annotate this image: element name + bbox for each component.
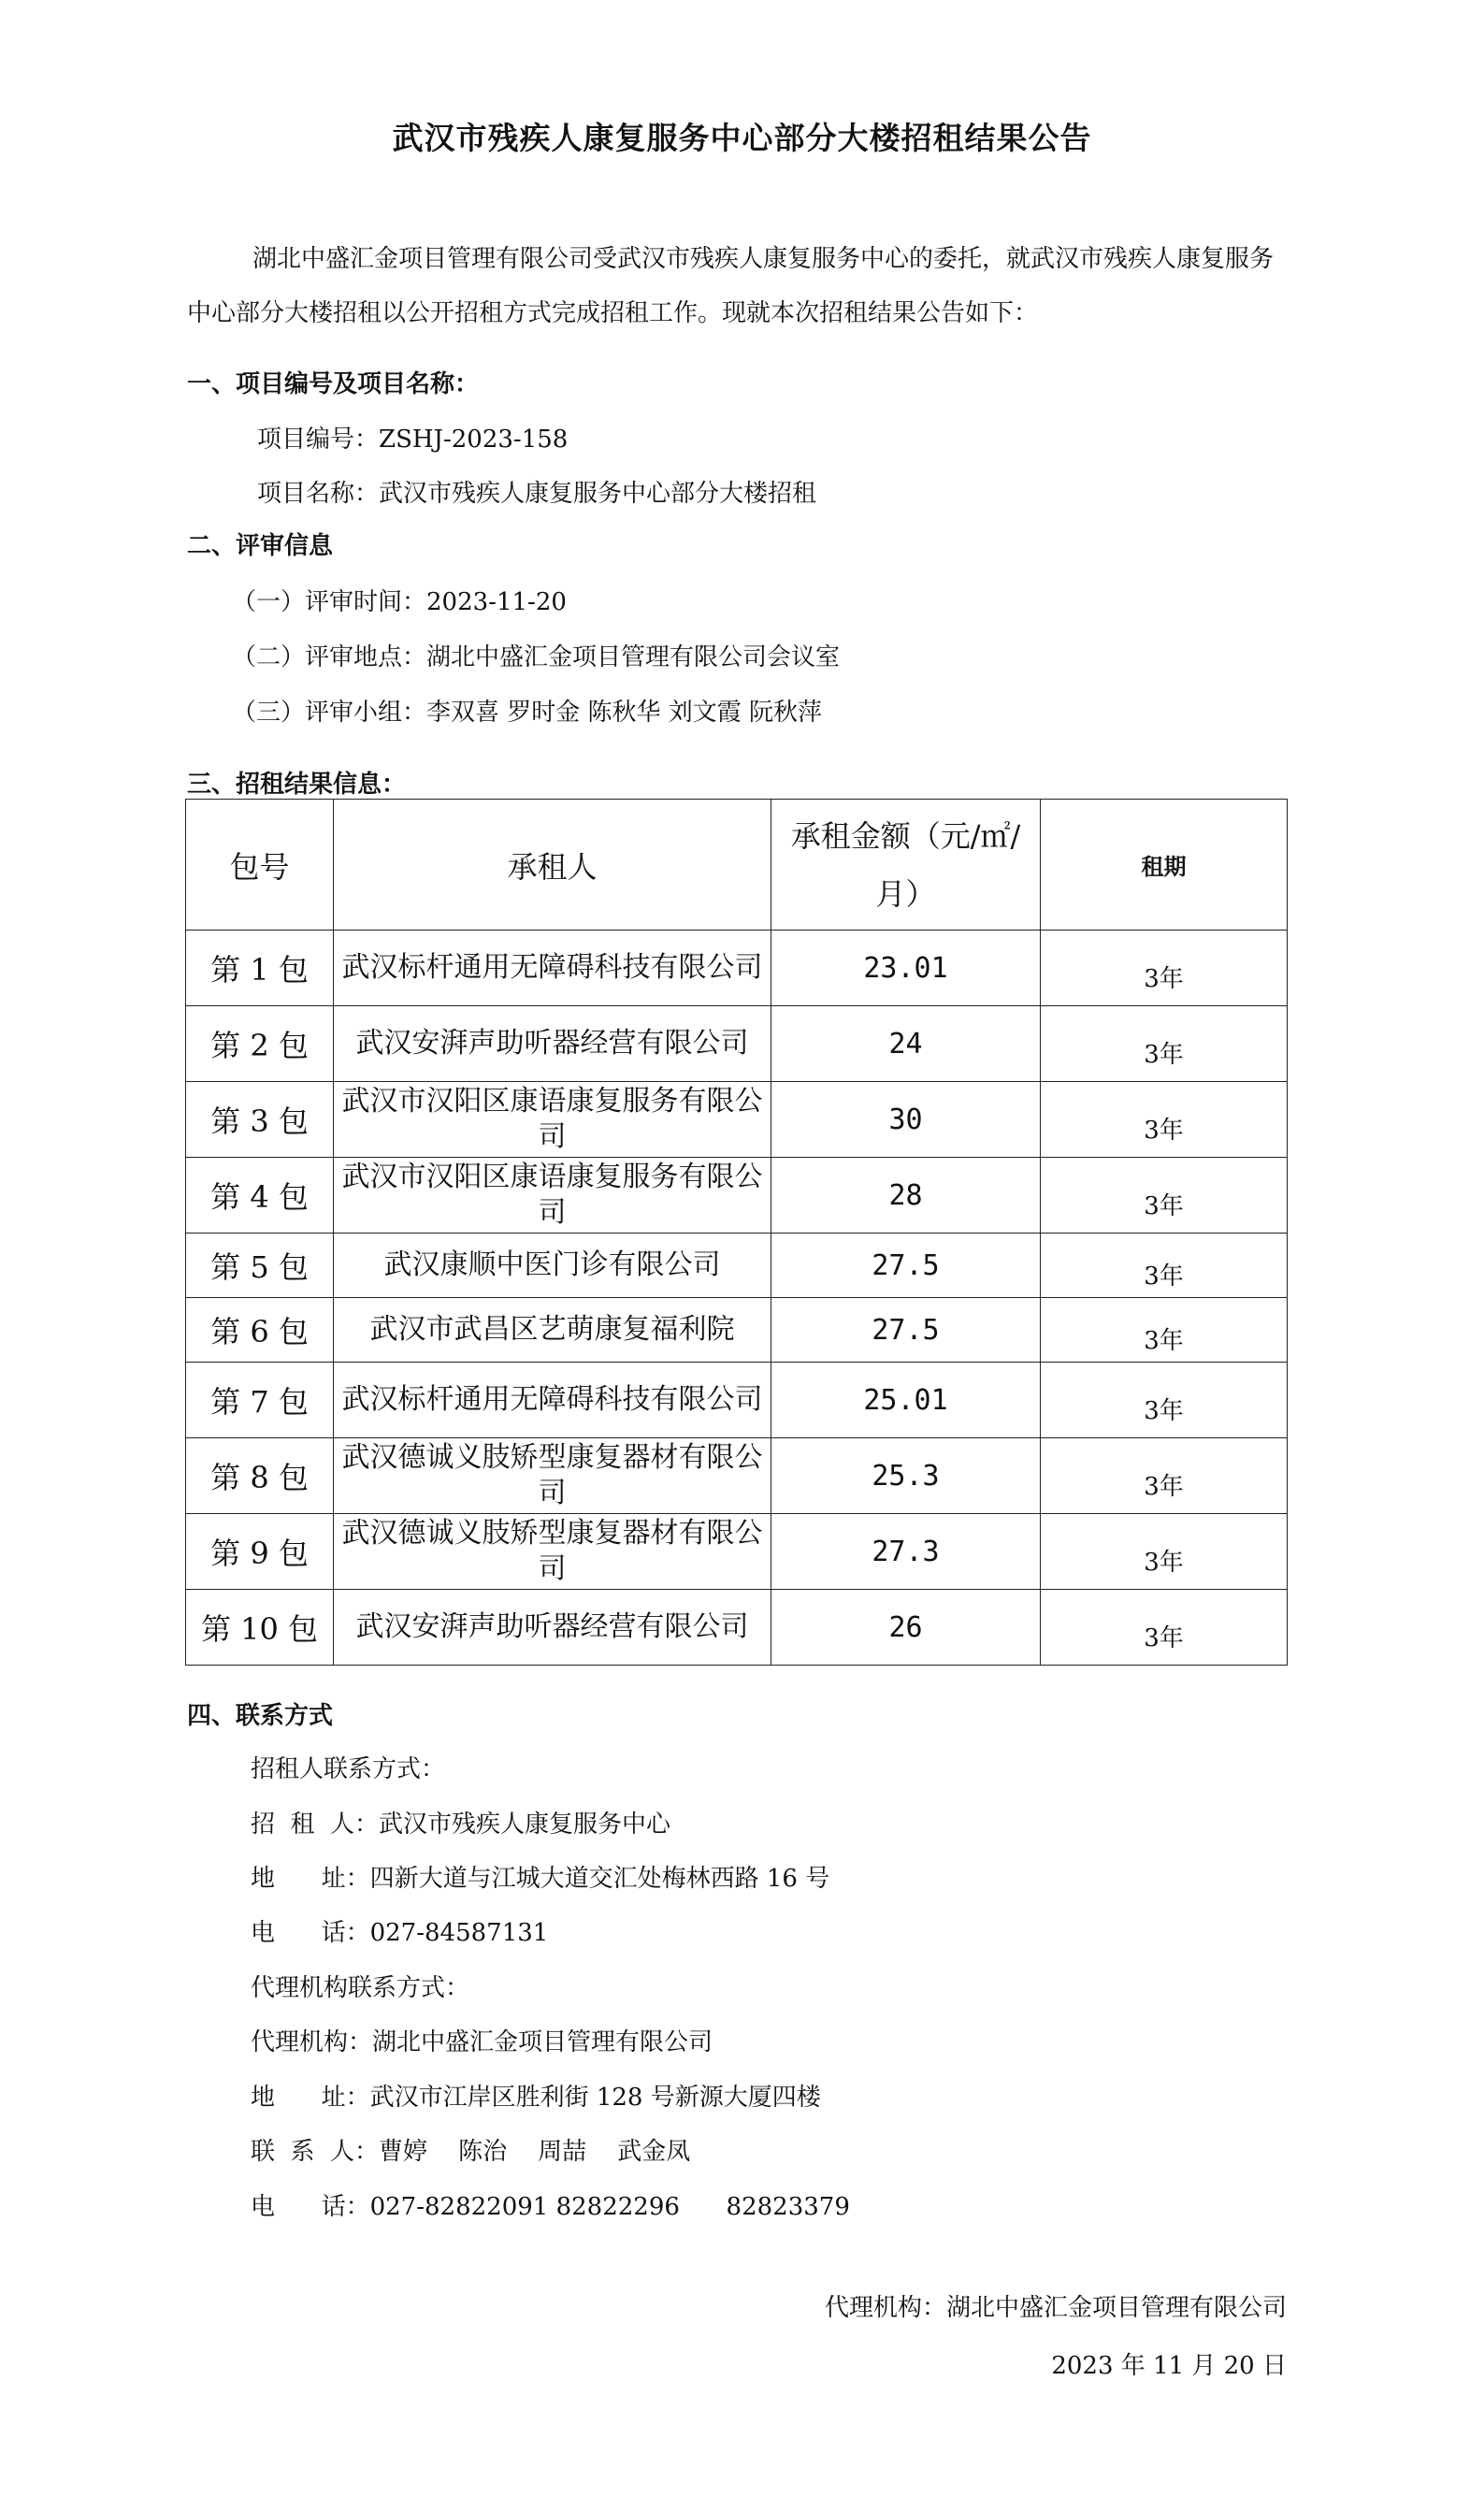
amount-cell: 27.5	[771, 1298, 1041, 1363]
package-cell: 第 5 包	[186, 1234, 334, 1298]
review-place: （二）评审地点：湖北中盛汇金项目管理有限公司会议室	[232, 643, 841, 671]
lessor-contact-title: 招租人联系方式：	[251, 1755, 446, 1783]
tenant-cell: 武汉标杆通用无障碍科技有限公司	[334, 931, 771, 1006]
package-cell: 第 6 包	[186, 1298, 334, 1363]
amount-cell: 25.3	[771, 1438, 1041, 1514]
section4-heading: 四、联系方式	[187, 1702, 334, 1730]
section1-heading: 一、项目编号及项目名称：	[187, 370, 480, 398]
term-cell: 3年	[1041, 1298, 1288, 1363]
tenant-cell: 武汉市武昌区艺萌康复福利院	[334, 1298, 771, 1363]
table-row	[186, 1363, 1288, 1438]
table-row	[186, 1298, 1288, 1363]
amount-cell: 27.5	[771, 1234, 1041, 1298]
page-title: 武汉市残疾人康复服务中心部分大楼招租结果公告	[392, 120, 1092, 156]
signature-date: 2023 年 11 月 20 日	[1051, 2352, 1287, 2380]
agent-contact-title: 代理机构联系方式：	[251, 1974, 470, 2002]
package-cell: 第 7 包	[186, 1363, 334, 1438]
term-cell: 3年	[1041, 1590, 1288, 1666]
signature-agency: 代理机构：湖北中盛汇金项目管理有限公司	[824, 2294, 1287, 2322]
package-cell: 第 10 包	[186, 1590, 334, 1666]
amount-cell: 23.01	[771, 931, 1041, 1006]
project-name: 项目名称：武汉市残疾人康复服务中心部分大楼招租	[257, 480, 817, 508]
review-time: （一）评审时间：2023-11-20	[232, 588, 567, 616]
tenant-cell: 武汉德诚义肢矫型康复器材有限公司	[334, 1514, 771, 1590]
amount-cell: 25.01	[771, 1363, 1041, 1438]
agent-phone: 电 话：027-82822091 82822296 82823379	[251, 2193, 850, 2221]
amount-cell: 28	[771, 1158, 1041, 1234]
package-cell: 第 2 包	[186, 1006, 334, 1082]
amount-cell: 27.3	[771, 1514, 1041, 1590]
col-header-tenant: 承租人	[334, 800, 771, 931]
amount-cell: 26	[771, 1590, 1041, 1666]
table-row	[186, 1438, 1288, 1514]
term-cell: 3年	[1041, 1006, 1288, 1082]
section2-heading: 二、评审信息	[187, 532, 334, 560]
col-header-package: 包号	[186, 800, 334, 931]
section3-heading: 三、招租结果信息：	[187, 771, 407, 799]
tenant-cell: 武汉市汉阳区康语康复服务有限公司	[334, 1082, 771, 1158]
amount-cell: 24	[771, 1006, 1041, 1082]
term-cell: 3年	[1041, 1082, 1288, 1158]
term-cell: 3年	[1041, 1158, 1288, 1234]
table-row	[186, 931, 1288, 1006]
review-panel: （三）评审小组：李双喜 罗时金 陈秋华 刘文霞 阮秋萍	[232, 699, 823, 727]
tenant-cell: 武汉康顺中医门诊有限公司	[334, 1234, 771, 1298]
term-cell: 3年	[1041, 931, 1288, 1006]
package-cell: 第 8 包	[186, 1438, 334, 1514]
package-cell: 第 4 包	[186, 1158, 334, 1234]
agent-contacts: 联 系 人：曹婷 陈治 周喆 武金凤	[251, 2138, 691, 2166]
table-row	[186, 1006, 1288, 1082]
tenant-cell: 武汉安湃声助听器经营有限公司	[334, 1590, 771, 1666]
tenant-cell: 武汉安湃声助听器经营有限公司	[334, 1006, 771, 1082]
term-cell: 3年	[1041, 1514, 1288, 1590]
table-row	[186, 1590, 1288, 1666]
lessor-address: 地 址：四新大道与江城大道交汇处梅林西路 16 号	[251, 1865, 830, 1893]
package-cell: 第 3 包	[186, 1082, 334, 1158]
tenant-cell: 武汉标杆通用无障碍科技有限公司	[334, 1363, 771, 1438]
result-table	[185, 799, 1288, 1666]
lessor-name: 招 租 人：武汉市残疾人康复服务中心	[251, 1811, 671, 1839]
intro-paragraph: 湖北中盛汇金项目管理有限公司受武汉市残疾人康复服务中心的委托，就武汉市残疾人康复服务中心部分大楼招租以公开招租方式完成招租工作。现就本次招租结果公告如下：	[187, 245, 1275, 327]
col-header-amount: 承租金额（元/㎡/月）	[771, 800, 1041, 931]
package-cell: 第 9 包	[186, 1514, 334, 1590]
term-cell: 3年	[1041, 1363, 1288, 1438]
table-row	[186, 1514, 1288, 1590]
amount-cell: 30	[771, 1082, 1041, 1158]
tenant-cell: 武汉德诚义肢矫型康复器材有限公司	[334, 1438, 771, 1514]
table-row	[186, 1158, 1288, 1234]
agent-name: 代理机构：湖北中盛汇金项目管理有限公司	[251, 2028, 713, 2056]
project-number: 项目编号：ZSHJ-2023-158	[257, 426, 569, 454]
table-row	[186, 1234, 1288, 1298]
package-cell: 第 1 包	[186, 931, 334, 1006]
lessor-phone: 电 话：027-84587131	[251, 1919, 549, 1947]
term-cell: 3年	[1041, 1438, 1288, 1514]
agent-address: 地 址：武汉市江岸区胜利街 128 号新源大厦四楼	[251, 2084, 821, 2112]
term-cell: 3年	[1041, 1234, 1288, 1298]
table-header-row	[186, 800, 1288, 931]
col-header-term: 租期	[1041, 800, 1288, 931]
tenant-cell: 武汉市汉阳区康语康复服务有限公司	[334, 1158, 771, 1234]
table-row	[186, 1082, 1288, 1158]
